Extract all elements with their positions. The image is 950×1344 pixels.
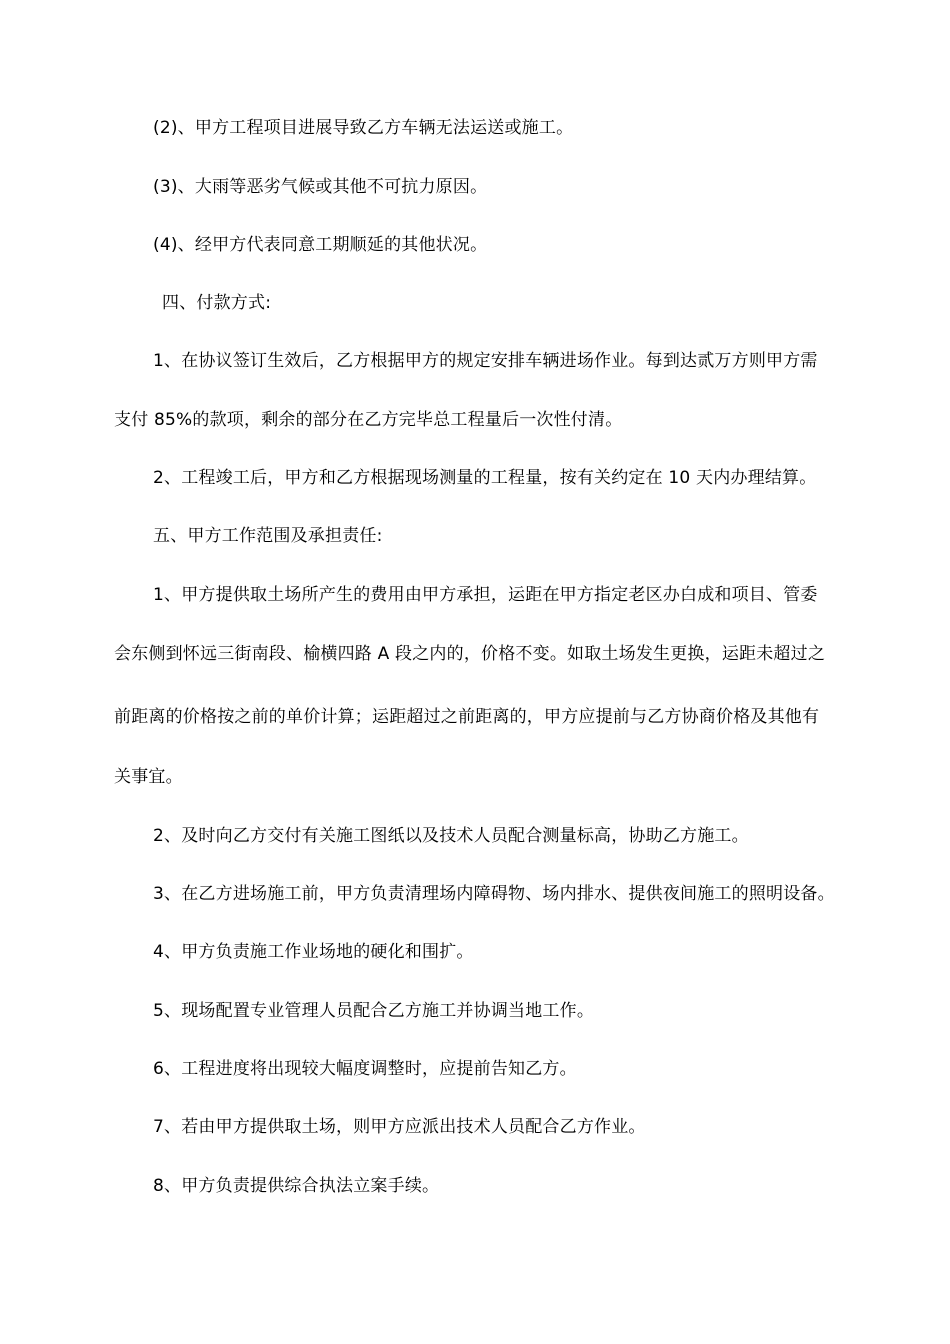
paragraph-line: 8、甲方负责提供综合执法立案手续。 (153, 1176, 440, 1196)
paragraph-line: 会东侧到怀远三街南段、榆横四路 A 段之内的，价格不变。如取土场发生更换，运距未超过之 (114, 644, 826, 664)
paragraph-line: (2)、甲方工程项目进展导致乙方车辆无法运送或施工。 (153, 118, 574, 138)
paragraph-line: 5、现场配置专业管理人员配合乙方施工并协调当地工作。 (153, 1001, 595, 1021)
paragraph-line: 2、工程竣工后，甲方和乙方根据现场测量的工程量，按有关约定在 10 天内办理结算。 (153, 468, 817, 488)
paragraph-line: 关事宜。 (114, 767, 183, 787)
paragraph-line: (3)、大雨等恶劣气候或其他不可抗力原因。 (153, 177, 488, 197)
paragraph-line: 3、在乙方进场施工前，甲方负责清理场内障碍物、场内排水、提供夜间施工的照明设备。 (153, 884, 835, 904)
section-heading: 五、甲方工作范围及承担责任: (153, 526, 383, 546)
paragraph-line: 6、工程进度将出现较大幅度调整时，应提前告知乙方。 (153, 1059, 577, 1079)
paragraph-line: 2、及时向乙方交付有关施工图纸以及技术人员配合测量标高，协助乙方施工。 (153, 826, 749, 846)
paragraph-line: 1、甲方提供取土场所产生的费用由甲方承担，运距在甲方指定老区办白成和项目、管委 (153, 585, 818, 605)
paragraph-line: 4、甲方负责施工作业场地的硬化和围扩。 (153, 942, 474, 962)
paragraph-line: 7、若由甲方提供取土场，则甲方应派出技术人员配合乙方作业。 (153, 1117, 646, 1137)
paragraph-line: 支付 85%的款项，剩余的部分在乙方完毕总工程量后一次性付清。 (114, 410, 623, 430)
paragraph-line: 1、在协议签订生效后，乙方根据甲方的规定安排车辆进场作业。每到达贰万方则甲方需 (153, 351, 818, 371)
paragraph-line: 前距离的价格按之前的单价计算；运距超过之前距离的，甲方应提前与乙方协商价格及其他有 (114, 707, 820, 727)
paragraph-line: (4)、经甲方代表同意工期顺延的其他状况。 (153, 235, 488, 255)
section-heading: 四、付款方式: (162, 293, 272, 313)
